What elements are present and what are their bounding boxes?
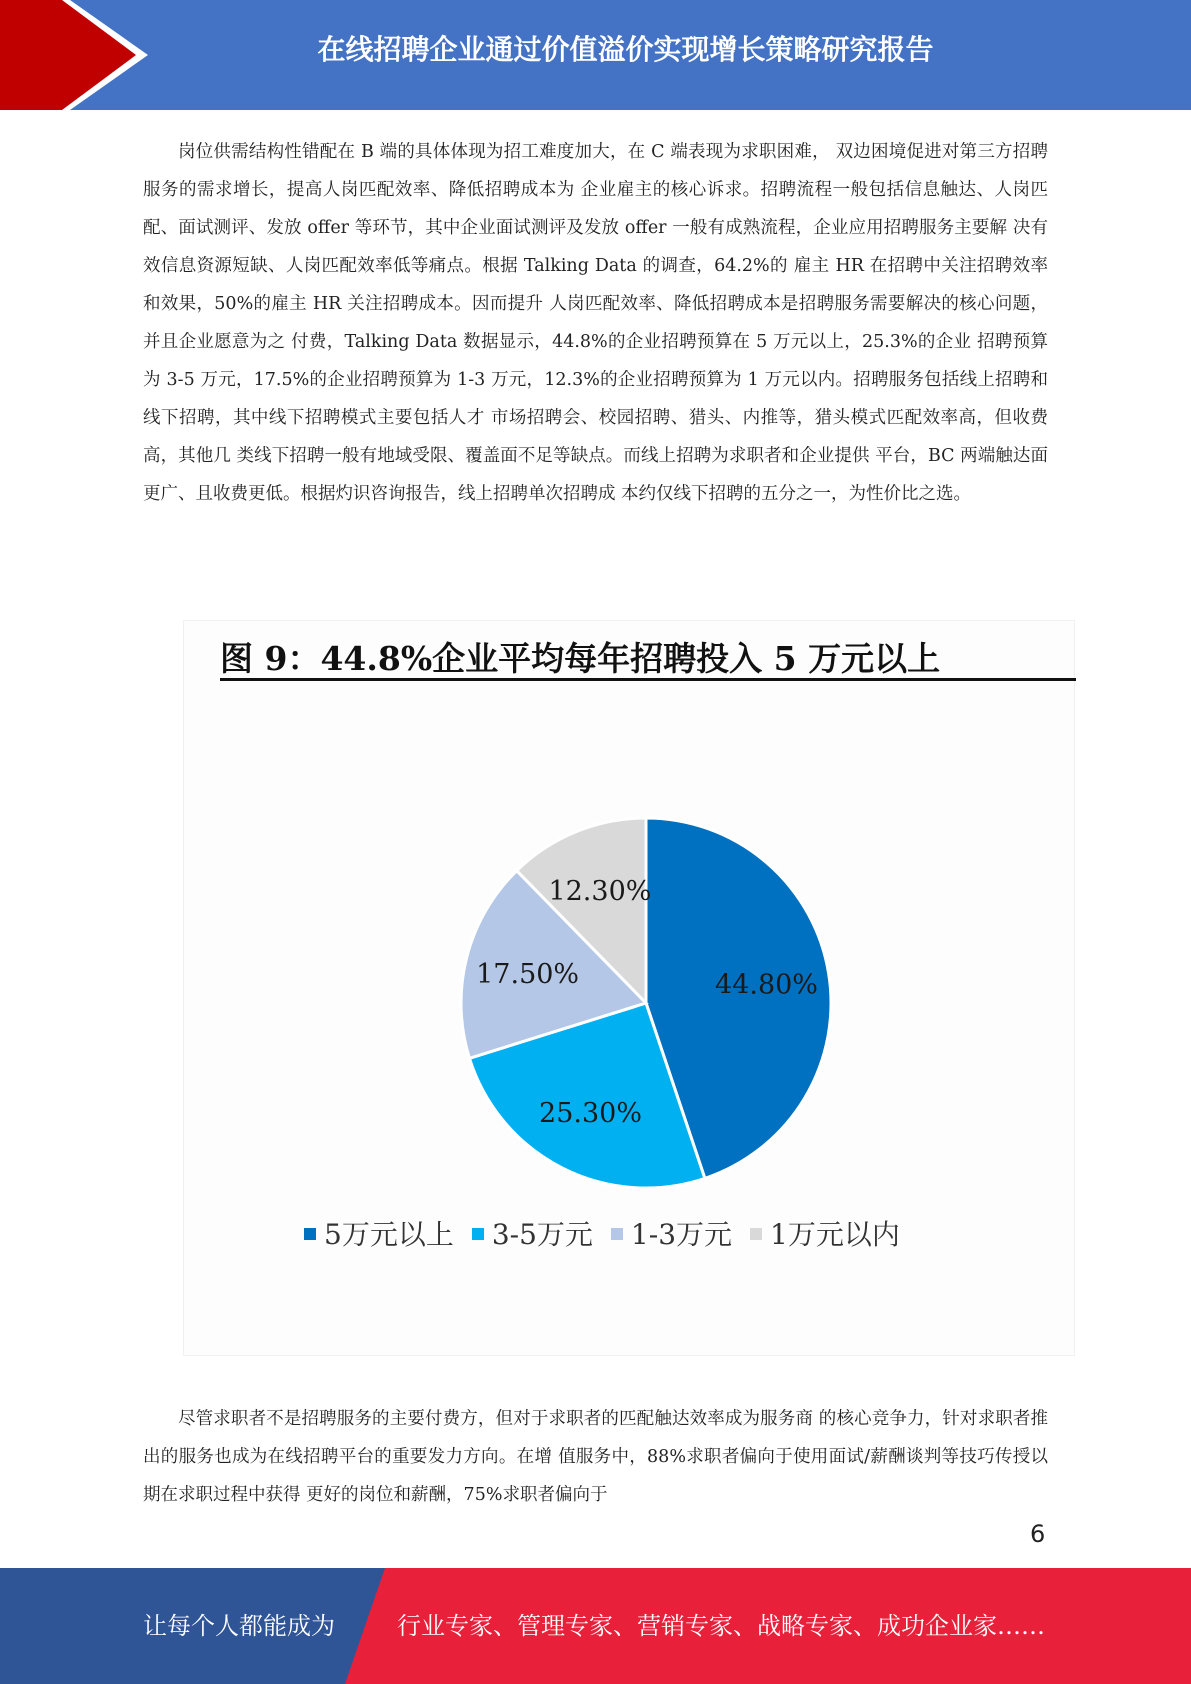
pie-data-label-1: 44.80%: [715, 969, 818, 1001]
report-title: 在线招聘企业通过价值溢价实现增长策略研究报告: [317, 33, 934, 66]
pie-data-label-2: 25.30%: [539, 1097, 642, 1129]
pie-data-label-3: 17.50%: [476, 959, 580, 991]
legend-swatch-1: [304, 1228, 316, 1240]
chart-title: 图 9：44.8%企业平均每年招聘投入 5 万元以上: [220, 639, 941, 678]
legend-swatch-4: [750, 1228, 762, 1240]
legend-item-2: [472, 1213, 593, 1253]
legend-label-4: 1万元以内: [770, 1218, 900, 1251]
figure-9: [183, 620, 1075, 1356]
legend-label-3: 1-3万元: [630, 1218, 733, 1251]
chart-legend: [304, 1213, 918, 1253]
page-header: [0, 0, 1191, 110]
legend-swatch-3: [611, 1228, 623, 1240]
legend-label-2: 3-5万元: [491, 1218, 593, 1251]
legend-label-1: 5万元以上: [324, 1218, 454, 1251]
legend-item-3: [611, 1213, 732, 1253]
body-paragraph-2: 尽管求职者不是招聘服务的主要付费方，但对于求职者的匹配触达效率成为服务商 的核心竞争力，针对求职者推出的服务也成为在线招聘平台的重要发力方向。在增 值服务中，88%求职者偏向于使用面试/薪酬谈判等技巧传授以期在求职过程中获得 更好的岗位和薪酬，75%求职者偏向于: [143, 1409, 1048, 1505]
page-footer: [0, 1568, 1191, 1684]
page-number: 6: [1030, 1520, 1046, 1548]
legend-item-4: [750, 1213, 900, 1253]
legend-item-1: [304, 1213, 454, 1253]
footer-slogan-right: 行业专家、管理专家、营销专家、战略专家、成功企业家……: [397, 1612, 1045, 1640]
pie-data-label-4: 12.30%: [548, 875, 652, 907]
body-paragraph-1: 岗位供需结构性错配在 B 端的具体体现为招工难度加大，在 C 端表现为求职困难， 双边困境促进对第三方招聘服务的需求增长，提高人岗匹配效率、降低招聘成本为 企业雇主的核心诉求。招聘流程一般包括信息触达、人岗匹配、面试测评、发放 offer 等环节，其中企业面试测评及发放 offer 一般有成熟流程，企业应用招聘服务主要解 决有效信息资源短缺、人岗匹配效率低等痛点。根据 Talking Data 的调查，64.2%的 雇主 HR 在招聘中关注招聘效率和效果，50%的雇主 HR 关注招聘成本。因而提升 人岗匹配效率、降低招聘成本是招聘服务需要解决的核心问题，并且企业愿意为之 付费，Talking Data 数据显示，44.8%的企业招聘预算在 5 万元以上，25.3%的企业 招聘预算为 3-5 万元，17.5%的企业招聘预算为 1-3 万元，12.3%的企业招聘预算为 1 万元以内。招聘服务包括线上招聘和线下招聘，其中线下招聘模式主要包括人才 市场招聘会、校园招聘、猎头、内推等，猎头模式匹配效率高，但收费高，其他几 类线下招聘一般有地域受限、覆盖面不足等缺点。而线上招聘为求职者和企业提供 平台，BC 两端触达面更广、且收费更低。根据灼识咨询报告，线上招聘单次招聘成 本约仅线下招聘的五分之一，为性价比之选。: [143, 142, 1048, 504]
footer-slogan-left: 让每个人都能成为: [143, 1612, 335, 1640]
legend-swatch-2: [472, 1228, 484, 1240]
